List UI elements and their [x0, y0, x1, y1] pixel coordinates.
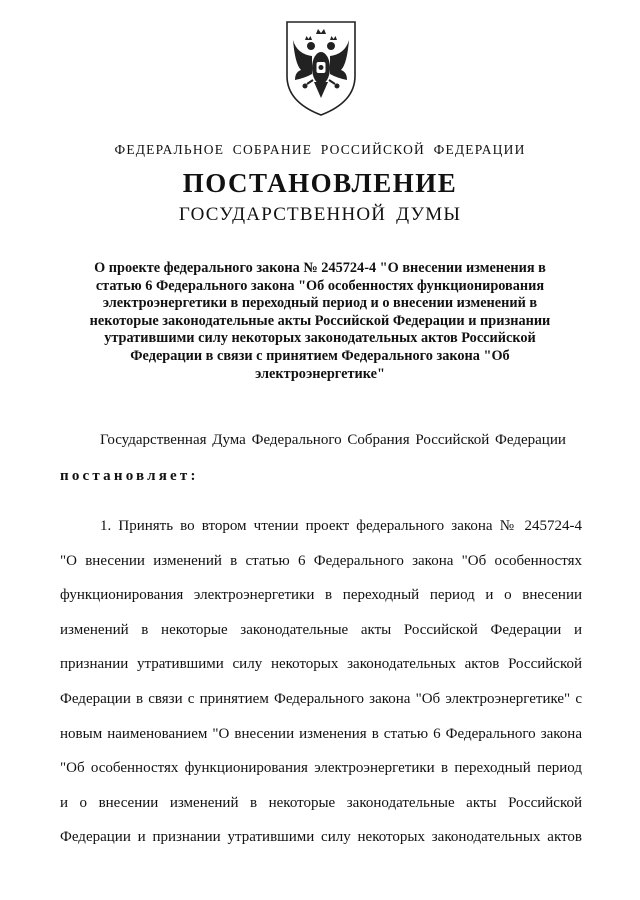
russian-coat-of-arms-icon	[283, 18, 359, 118]
document-title: ПОСТАНОВЛЕНИЕ	[182, 168, 458, 198]
intro-text: Государственная Дума Федерального Собрания Российской Федерации	[100, 432, 566, 448]
body-line: Федерации в связи с принятием Федерального закона "Об электроэнергетике" с	[60, 690, 582, 707]
resolves-word: постановляет:	[60, 468, 199, 484]
resolution-subject	[70, 260, 570, 383]
body-line: новым наименованием "О внесении изменения в статью 6 Федерального закона	[60, 725, 582, 742]
subject-line: утратившими силу некоторых законодательных актов Российской	[104, 330, 536, 347]
subject-line: некоторые законодательные акты Российской Федерации и признании	[89, 312, 551, 329]
body-line: "Об особенностях функционирования электроэнергетики в переходный период	[60, 760, 582, 777]
body-line: 1. Принять во втором чтении проект федерального закона № 245724-4	[100, 518, 582, 534]
organization-name: ФЕДЕРАЛЬНОЕ СОБРАНИЕ РОССИЙСКОЙ ФЕДЕРАЦИИ	[114, 142, 526, 157]
subject-line: Федерации в связи с принятием Федерального закона "Об	[130, 347, 510, 364]
body-line: признании утратившими силу некоторых законодательных актов Российской	[60, 656, 582, 673]
subject-line: электроэнергетики в переходный период и о внесении изменений в	[102, 295, 538, 312]
resolution-body	[60, 516, 582, 862]
body-line: функционирования электроэнергетики в переходный период и о внесении	[60, 587, 582, 604]
body-line: и о внесении изменений в некоторые законодательные акты Российской	[60, 794, 582, 811]
body-line: "О внесении изменений в статью 6 Федерального закона "Об особенностях	[60, 552, 582, 569]
subject-line: статью 6 Федерального закона "Об особенностях функционирования	[95, 277, 545, 294]
subject-line: электроэнергетике"	[255, 365, 385, 382]
subject-line: О проекте федерального закона № 245724-4 "О внесении изменения в	[94, 260, 546, 276]
document-subtitle: ГОСУДАРСТВЕННОЙ ДУМЫ	[178, 204, 462, 225]
body-line: изменений в некоторые законодательные акты Российской Федерации и	[60, 621, 582, 638]
body-line: Федерации и признании утратившими силу некоторых законодательных актов	[60, 829, 582, 846]
